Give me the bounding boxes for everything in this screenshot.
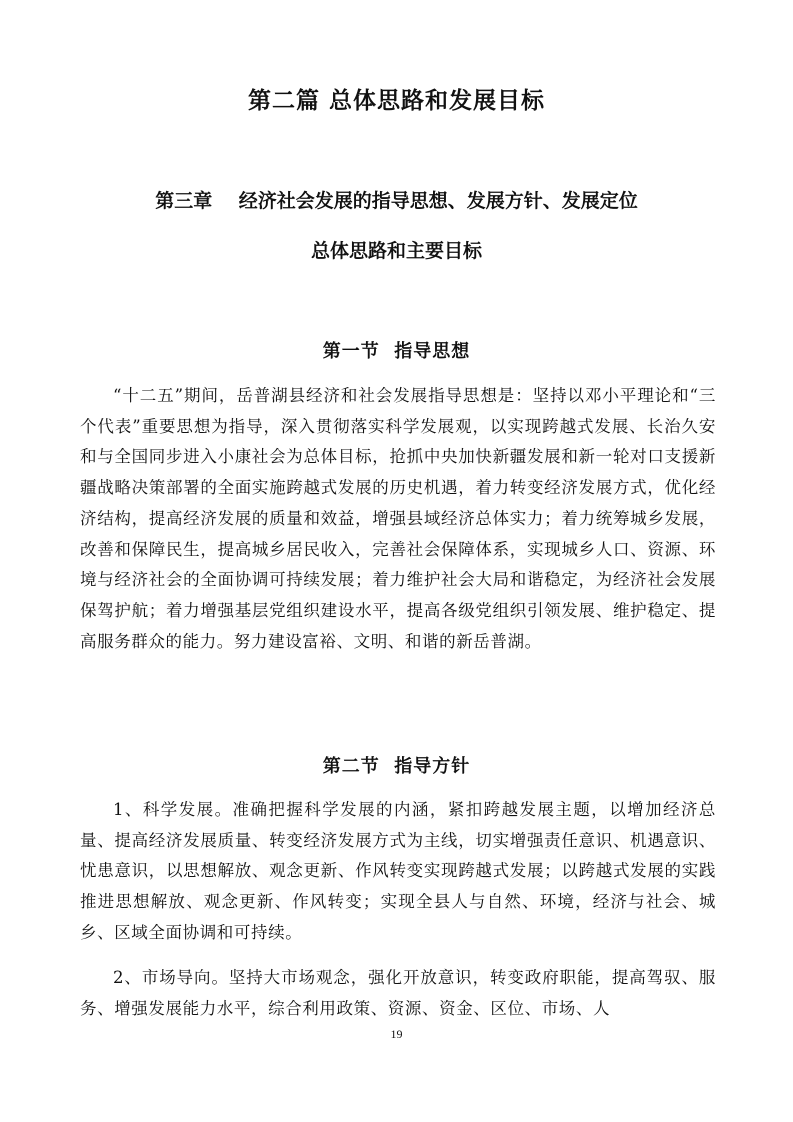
paragraph-market-orientation: 2、市场导向。坚持大市场观念，强化开放意识，转变政府职能，提高驾驭、服务、增强发展能力水平，综合利用政策、资源、资金、区位、市场、人 [80,968,716,1018]
chapter-title-line2: 总体思路和主要目标 [310,240,482,262]
chapter-title-line1: 第三章 经济社会发展的指导思想、发展方针、发展定位 [155,190,638,212]
paragraph-guiding-ideology: “十二五”期间，岳普湖县经济和社会发展指导思想是：坚持以邓小平理论和“三个代表”重要思想为指导，深入贯彻落实科学发展观，以实现跨越式发展、长治久安和与全国同步进入小康社会为总体目标，抢抓中央加快新疆发展和新一轮对口支援新疆战略决策部署的全面实施跨越式发展的历史机遇，着力转变经济发展方式，优化经济结构，提高经济发展的质量和效益，增强县域经济总体实力；着力统筹城乡发展，改善和保障民生，提高城乡居民收入，完善社会保障体系，实现城乡人口、资源、环境与经济社会的全面协调可持续发展；着力维护社会大局和谐稳定，为经济社会发展保驾护航；着力增强基层党组织建设水平，提高各级党组织引领发展、维护稳定、提高服务群众的能力。努力建设富裕、文明、和谐的新岳普湖。 [80,386,716,651]
paragraph-scientific-development: 1、科学发展。准确把握科学发展的内涵，紧扣跨越发展主题，以增加经济总量、提高经济发展质量、转变经济发展方式为主线，切实增强责任意识、机遇意识、忧患意识，以思想解放、观念更新、作风转变实现跨越式发展；以跨越式发展的实践推进思想解放、观念更新、作风转变；实现全县人与自然、环境，经济与社会、城乡、区域全面协调和可持续。 [80,800,716,942]
section-title-guiding-ideology: 第一节 指导思想 [322,341,471,362]
section-title-guiding-principles: 第二节 指导方针 [322,756,471,777]
page-number: 19 [390,1027,403,1041]
part-title: 第二篇 总体思路和发展目标 [247,88,545,114]
